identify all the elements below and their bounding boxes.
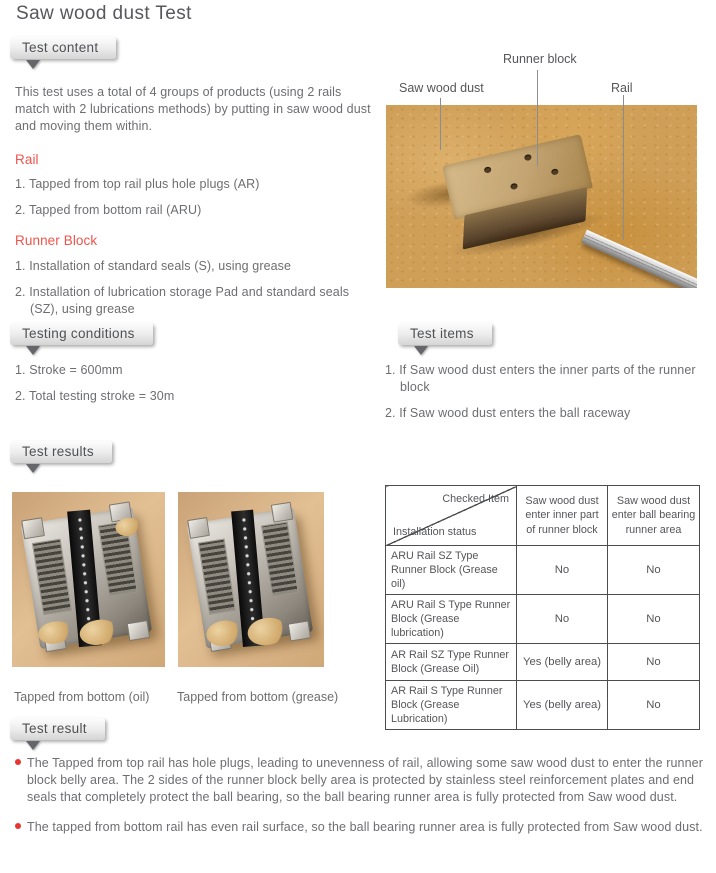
section-tab-test-items [398, 323, 492, 355]
section-tab-test-results [10, 441, 112, 473]
table-row [386, 546, 700, 595]
results-table [385, 485, 700, 730]
column-header: Saw wood dust enter ball bearing runner area [608, 486, 700, 546]
testing-conditions-list [15, 362, 335, 414]
cell-inner-part: No [517, 595, 608, 644]
metal-lug [288, 620, 311, 641]
runner-block-photo-grease [186, 507, 312, 648]
table-row [386, 644, 700, 681]
runner-block-photo-oil [21, 507, 153, 649]
metal-lug [22, 517, 46, 538]
tab-arrow-icon [26, 464, 40, 473]
runner-block-item: 2. Installation of lubrication storage Pad and standard seals (SZ), using grease [15, 284, 350, 316]
runner-block-heading: Runner Block [15, 233, 98, 249]
condition-item: 2. Total testing stroke = 30m [15, 389, 175, 403]
photo-caption-grease: Tapped from bottom (grease) [177, 690, 339, 704]
result-photo-grease [178, 492, 324, 667]
tab-label-testing-conditions: Testing conditions [10, 323, 153, 345]
page-title: Saw wood dust Test [16, 3, 192, 24]
figure-label-saw-wood-dust: Saw wood dust [399, 81, 484, 95]
metal-lug [187, 517, 210, 538]
test-setup-figure [385, 52, 699, 291]
conclusion-bullet [15, 755, 709, 806]
row-label: ARU Rail S Type Runner Block (Grease lubrication) [386, 595, 517, 644]
cell-ball-bearing: No [608, 681, 700, 730]
diagonal-header-cell [386, 486, 517, 546]
table-row [386, 681, 700, 730]
metal-lug [127, 620, 151, 641]
figure-label-runner-block: Runner block [503, 52, 577, 66]
tab-label-test-items: Test items [398, 323, 492, 345]
row-label: AR Rail SZ Type Runner Block (Grease Oil) [386, 644, 517, 681]
tab-label-test-results: Test results [10, 441, 112, 463]
test-item: 2. If Saw wood dust enters the ball raceway [385, 406, 631, 420]
test-item: 1. If Saw wood dust enters the inner parts of the runner block [385, 363, 696, 394]
cell-inner-part: No [517, 546, 608, 595]
red-bullet-icon [15, 759, 21, 765]
photo-caption-oil: Tapped from bottom (oil) [14, 690, 150, 704]
leader-line-rail [623, 95, 624, 240]
condition-item: 1. Stroke = 600mm [15, 363, 123, 377]
corner-label-checked-item: Checked Item [442, 493, 509, 505]
tab-arrow-icon [26, 346, 40, 355]
bullet-text: The Tapped from top rail has hole plugs, leading to unevenness of rail, allowing some saw wood dust to enter the runner block belly area. The 2 sides of the runner block belly area is protected by stainless steel reinforcement plates and end seals that completely protect the ball bearing, so the ball bearing runner area is fully protected from Saw wood dust. [27, 756, 703, 804]
test-items-list [385, 362, 707, 431]
leader-line-saw-wood-dust [440, 98, 441, 150]
conclusion-bullets [15, 755, 709, 849]
row-label: AR Rail S Type Runner Block (Grease Lubrication) [386, 681, 517, 730]
corner-label-installation-status: Installation status [393, 525, 477, 538]
metal-lug [270, 501, 293, 522]
cell-inner-part: Yes (belly area) [517, 681, 608, 730]
table-header-row [386, 486, 700, 546]
tab-arrow-icon [26, 60, 40, 69]
test-content-text [15, 84, 377, 327]
figure-label-rail: Rail [611, 81, 633, 95]
leader-line-runner-block [537, 70, 538, 166]
tab-arrow-icon [414, 346, 428, 355]
intro-paragraph: This test uses a total of 4 groups of products (using 2 rails match with 2 lubrications methods) by putting in saw wood dust and moving them within. [15, 85, 371, 133]
runner-block-item: 1. Installation of standard seals (S), using grease [15, 258, 292, 273]
cell-inner-part: Yes (belly area) [517, 644, 608, 681]
tab-label-test-content: Test content [10, 37, 116, 59]
test-setup-photo [386, 105, 697, 288]
tab-label-test-result: Test result [10, 718, 105, 740]
section-tab-test-result [10, 718, 105, 750]
result-photo-oil [12, 492, 165, 667]
cell-ball-bearing: No [608, 546, 700, 595]
red-bullet-icon [15, 823, 21, 829]
rail-item: 2. Tapped from bottom rail (ARU) [15, 203, 202, 218]
bullet-text: The tapped from bottom rail has even rail surface, so the ball bearing runner area is fully protected from Saw wood dust. [27, 820, 703, 834]
cell-ball-bearing: No [608, 595, 700, 644]
section-tab-testing-conditions [10, 323, 153, 355]
conclusion-bullet [15, 819, 709, 836]
cell-ball-bearing: No [608, 644, 700, 681]
tab-arrow-icon [26, 741, 40, 750]
row-label: ARU Rail SZ Type Runner Block (Grease oil) [386, 546, 517, 595]
table-row [386, 595, 700, 644]
section-tab-test-content [10, 37, 116, 69]
rail-heading: Rail [15, 152, 39, 167]
column-header: Saw wood dust enter inner part of runner block [517, 486, 608, 546]
rail-item: 1. Tapped from top rail plus hole plugs (AR) [15, 177, 260, 192]
